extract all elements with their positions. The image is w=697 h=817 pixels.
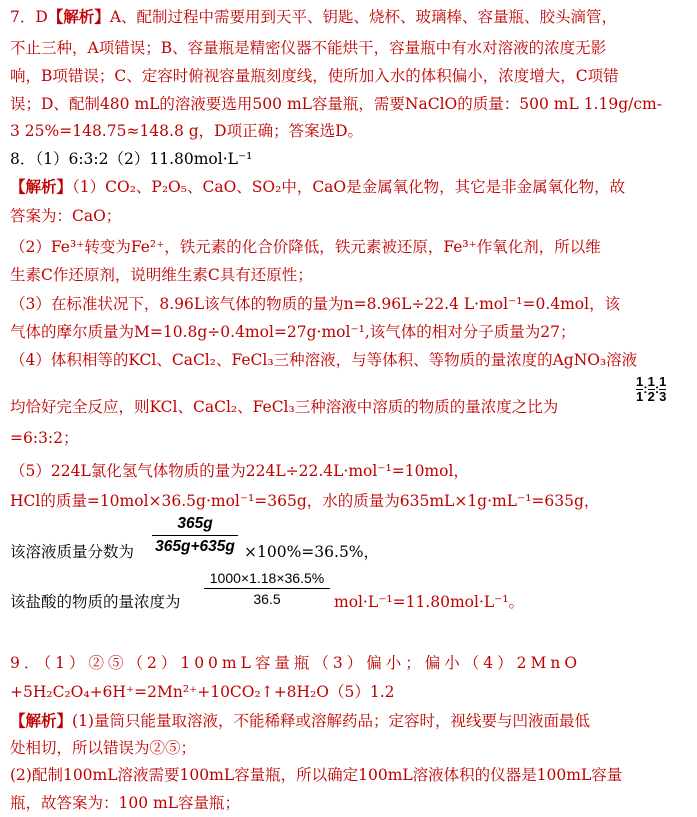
q7-line1 [10, 6, 617, 28]
q8-p3a: （3）在标准状况下，8.96L该气体的物质的量为n=8.96L÷22.4 L·mol⁻¹=0.4mol，该 [10, 295, 621, 313]
ratio-frac-2 [648, 375, 655, 404]
q9-answer: 9．（1）②⑤（2）100mL容量瓶（3）偏小；偏小（4）2MnO [10, 654, 582, 672]
q7-line3: 响，B项错误；C、定容时俯视容量瓶刻度线，使所加入水的体积偏小，浓度增大，C项错 [10, 67, 619, 85]
q8-p5a: （5）224L氯化氢气体物质的量为224L÷22.4L·mol⁻¹=10mol， [10, 462, 469, 480]
q8-p1b: 答案为：CaO； [10, 207, 122, 225]
q8-p5c: 该溶液质量分数为 [10, 543, 135, 561]
ratio-den-2: 2 [647, 389, 655, 404]
q8-answer: 8．（1）6:3:2（2）11.80mol·L⁻¹ [10, 150, 253, 168]
q7-text: A、配制过程中需要用到天平、钥匙、烧杯、玻璃棒、容量瓶、胶头滴管， [109, 8, 618, 26]
q8-p5d: 该盐酸的物质的量浓度为 [10, 593, 181, 611]
q8-p1-text: （1）CO₂、P₂O₅、CaO、SO₂中，CaO是金属氧化物，其它是非金属氧化物，故 [72, 178, 626, 196]
q7-line2: 不止三种，A项错误；B、容量瓶是精密仪器不能烘干，容量瓶中有水对溶液的浓度无影 [10, 39, 607, 57]
concentration-formula [204, 570, 330, 607]
frac2-numerator: 1000×1.18×36.5% [209, 570, 325, 586]
q8-p5d-tail: mol·L⁻¹=11.80mol·L⁻¹。 [334, 593, 525, 611]
q9-p2a: (2)配制100mL溶液需要100mL容量瓶，所以确定100mL溶液体积的仪器是100mL容量 [10, 766, 623, 784]
ratio-den-1: 1 [636, 389, 644, 404]
frac1-numerator: 365g [177, 515, 213, 532]
ratio-num-2: 1 [647, 374, 655, 389]
q9-answer2: +5H₂C₂O₄+6H⁺=2Mn²⁺+10CO₂↑+8H₂O（5）1.2 [10, 683, 395, 701]
q8-p2b: 生素C作还原剂，说明维生素C具有还原性； [10, 266, 313, 284]
mass-fraction-formula [152, 515, 238, 556]
q8-p3b: 气体的摩尔质量为M=10.8g÷0.4mol=27g·mol⁻¹,该气体的相对分子质量为27； [10, 323, 576, 341]
ratio-fraction: $\frac{1}{1}$ : $\frac{1}{2}$ : $\frac{1}{3}$ [636, 374, 667, 404]
q8-p5b: HCl的质量=10mol×36.5g·mol⁻¹=365g，水的质量为635mL×1g·mL⁻¹=635g， [10, 492, 600, 510]
ratio-den-3: 3 [659, 389, 667, 404]
q7-line4: 误；D、配制480 mL的溶液要选用500 mL容量瓶，需要NaClO的质量：500 mL 1.19g/cm- [10, 95, 662, 113]
q9-analysis-tag: 【解析】 [10, 711, 73, 730]
q9-p1b: 处相切，所以错误为②⑤； [10, 739, 197, 757]
q7-analysis-tag: 【解析】 [47, 7, 110, 26]
q7-line5: 3 25%=148.75≈148.8 g，D项正确；答案选D。 [10, 122, 364, 140]
q9-p1a [10, 710, 590, 732]
q9-p2b: 瓶，故答案为：100 mL容量瓶； [10, 794, 241, 812]
q7-answer: 7．D [10, 8, 48, 26]
q8-p4b: 均恰好完全反应，则KCl、CaCl₂、FeCl₃三种溶液中溶质的物质的量浓度之比为 [10, 398, 559, 416]
ratio-num-3: 1 [659, 374, 667, 389]
q8-p2a: （2）Fe³⁺转变为Fe²⁺，铁元素的化合价降低，铁元素被还原，Fe³⁺作氧化剂，所以维 [10, 238, 601, 256]
frac1-bar [152, 535, 238, 536]
ratio-frac-1 [636, 375, 643, 404]
q8-analysis-tag: 【解析】 [10, 177, 73, 196]
frac1-denominator: 365g+635g [155, 538, 235, 555]
q8-p1a [10, 176, 625, 198]
q8-p5c-tail: ×100%=36.5%， [244, 543, 380, 561]
ratio-frac-3 [659, 375, 666, 404]
q8-p4c: =6:3:2； [10, 429, 79, 447]
q8-p4a: （4）体积相等的KCl、CaCl₂、FeCl₃三种溶液，与等体积、等物质的量浓度的AgNO₃溶液 [10, 351, 638, 369]
frac2-denominator: 36.5 [253, 591, 281, 607]
frac2-bar [204, 588, 330, 589]
q9-p1-text: (1)量筒只能量取溶液，不能稀释或溶解药品；定容时，视线要与凹液面最低 [72, 712, 590, 730]
ratio-num-1: 1 [636, 374, 644, 389]
